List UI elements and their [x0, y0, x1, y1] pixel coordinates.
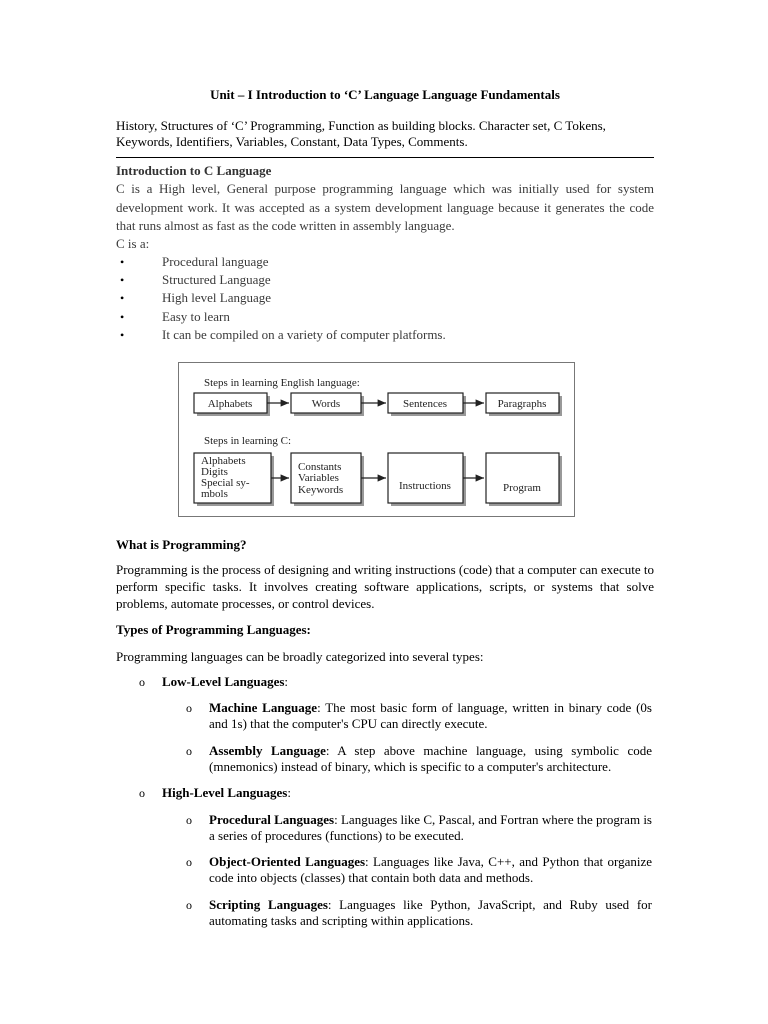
list-marker: o	[186, 813, 192, 827]
language-item	[209, 897, 652, 929]
list-marker: o	[186, 744, 192, 758]
c-step4-label: Program	[503, 482, 541, 494]
bullet-marker: •	[120, 255, 125, 269]
english-steps-heading: Steps in learning English language:	[204, 377, 360, 389]
english-step-label: Sentences	[403, 398, 447, 410]
c-steps-heading: Steps in learning C:	[204, 435, 292, 447]
list-marker: o	[186, 701, 192, 715]
learning-steps-diagram	[178, 362, 575, 517]
english-step-label: Alphabets	[207, 398, 253, 410]
language-item	[209, 700, 652, 732]
english-step-label: Paragraphs	[497, 398, 547, 410]
c-step2-line: Variables	[298, 472, 339, 484]
bullet-marker: •	[120, 291, 125, 305]
bullet-item: Procedural language	[162, 254, 269, 269]
c-step3-label: Instructions	[399, 480, 451, 492]
topics-line-1: History, Structures of ‘C’ Programming, Function as building blocks. Character set, C Tokens,	[116, 118, 606, 133]
language-desc: : The most basic form of language, written in binary code (0s and 1s) that the computer's CPU can directly execute.	[209, 700, 652, 731]
c-step1-line: Special sy-	[201, 477, 250, 489]
language-desc: : Languages like Python, JavaScript, and Ruby used for automating tasks and scripting within applications.	[209, 897, 652, 928]
high-level-label: High-Level Languages	[162, 785, 288, 800]
bullet-item: High level Language	[162, 290, 272, 305]
programming-paragraph: Programming is the process of designing and writing instructions (code) that a computer can execute to perform specific tasks. It involves creating software applications, scripts, or systems that solve problems, automate processes, or control devices.	[116, 562, 654, 611]
list-marker: o	[139, 675, 145, 689]
horizontal-divider	[116, 157, 654, 158]
bullet-marker: •	[120, 328, 125, 342]
language-term: Machine Language	[209, 700, 318, 715]
c-step2-line: Constants	[298, 461, 342, 473]
topics-list	[116, 118, 656, 150]
intro-paragraph: C is a High level, General purpose programming language which was initially used for system development work. It was accepted as a system development language because it generates the code that runs almost as fast as the code written in assembly language.	[116, 181, 654, 233]
list-marker: o	[139, 786, 145, 800]
bullet-item: It can be compiled on a variety of computer platforms.	[162, 327, 446, 342]
bullet-marker: •	[120, 273, 125, 287]
language-desc: : Languages like Java, C++, and Python that organize code into objects (classes) that contain both data and methods.	[209, 854, 652, 885]
c-step2-line: Keywords	[298, 484, 344, 496]
types-heading: Types of Programming Languages:	[116, 622, 311, 637]
page-title: Unit – I Introduction to ‘C’ Language Language Fundamentals	[210, 87, 560, 102]
c-step1-line: Digits	[201, 466, 228, 478]
label-suffix: :	[287, 785, 291, 800]
language-term: Procedural Languages	[209, 812, 335, 827]
topics-line-2: Keywords, Identifiers, Variables, Constant, Data Types, Comments.	[116, 134, 468, 149]
language-item	[209, 854, 652, 886]
language-item	[209, 812, 652, 844]
bullet-item: Easy to learn	[162, 309, 230, 324]
c-step1-line: Alphabets	[201, 455, 246, 467]
intro-heading: Introduction to C Language	[116, 163, 272, 178]
english-step-label: Words	[311, 398, 341, 410]
list-marker: o	[186, 855, 192, 869]
label-suffix: :	[284, 674, 289, 689]
c-is-a-label: C is a:	[116, 236, 150, 251]
language-desc: : A step above machine language, using symbolic code (mnemonics) instead of binary, which is specific to a computer's architecture.	[209, 743, 652, 774]
high-level-item	[162, 785, 291, 801]
c-step1-line: mbols	[201, 488, 228, 500]
bullet-item: Structured Language	[162, 272, 271, 287]
language-term: Object-Oriented Languages	[209, 854, 366, 869]
learning-steps-svg	[179, 363, 574, 516]
low-level-item	[162, 674, 288, 690]
list-marker: o	[186, 898, 192, 912]
types-intro: Programming languages can be broadly categorized into several types:	[116, 649, 484, 664]
programming-heading: What is Programming?	[116, 537, 247, 552]
language-desc: : Languages like C, Pascal, and Fortran where the program is a series of procedures (functions) to be executed.	[209, 812, 652, 843]
language-item	[209, 743, 652, 775]
language-term: Scripting Languages	[209, 897, 328, 912]
language-term: Assembly Language	[209, 743, 326, 758]
bullet-marker: •	[120, 310, 125, 324]
c-step-box	[486, 453, 559, 503]
c-step-box	[388, 453, 463, 503]
low-level-label: Low-Level Languages	[162, 674, 285, 689]
